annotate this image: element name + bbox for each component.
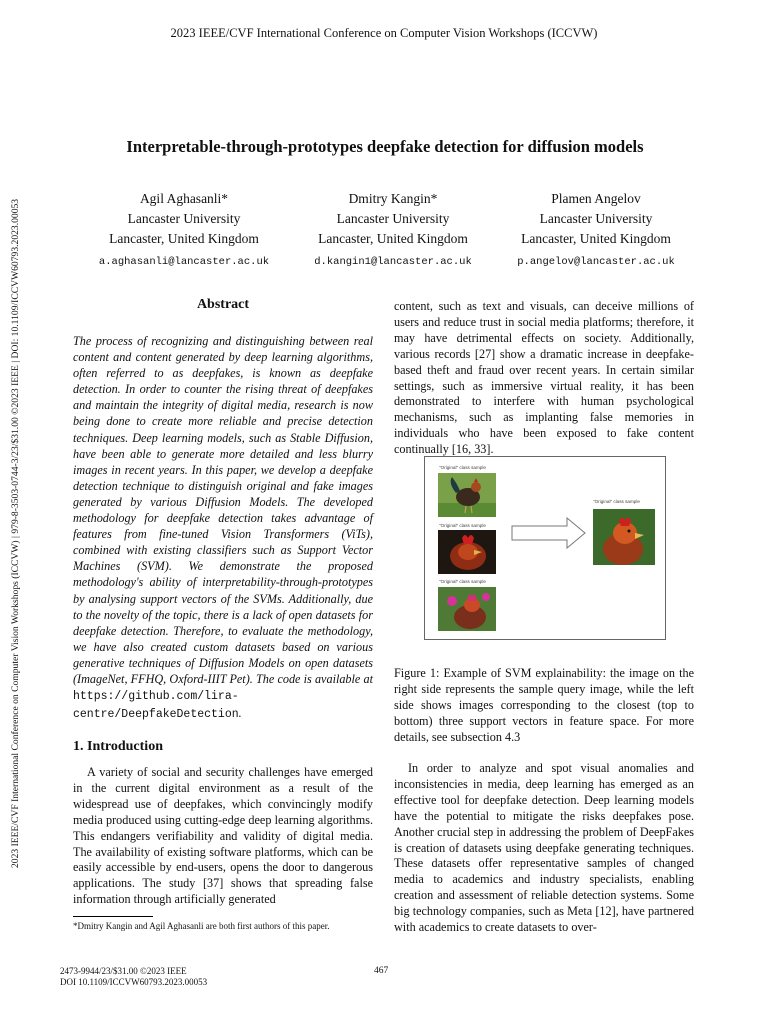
conference-header: 2023 IEEE/CVF International Conference on Computer Vision Workshops (ICCVW) [170,26,598,40]
author-email[interactable]: p.angelov@lancaster.ac.uk [517,256,675,268]
author-email[interactable]: d.kangin1@lancaster.ac.uk [314,256,472,268]
footnote: *Dmitry Kangin and Agil Aghasanli are both first authors of this paper. [73,921,330,931]
abstract-heading: Abstract [196,297,250,312]
side-citation-strip [10,150,28,870]
rooster-image-1 [438,473,496,517]
abstract-text [73,333,373,723]
abstract-end: . [238,706,242,721]
query-sample-label: "Original" class sample [593,499,640,504]
author-affiliation: Lancaster University [539,211,653,226]
figure-1 [424,456,666,640]
author-name: Agil Aghasanli* [139,191,229,206]
footer-issn [60,966,207,987]
sample-label-1: "Original" class sample [439,465,486,470]
sample-label-2: "Original" class sample [439,523,486,528]
side-citation-text: 2023 IEEE/CVF International Conference on Computer Vision Workshops (ICCVW) | 979-8-3503-0744-3/23/$31.00 ©2023 IEEE | DOI: 10.1109/ICCVW60793.2023.00053 [10,198,21,868]
sample-label-3: "Original" class sample [439,579,486,584]
author-email[interactable]: a.aghasanli@lancaster.ac.uk [98,256,270,268]
right-column-paragraph-1: content, such as text and visuals, can deceive millions of users and reduce trust in social media platforms; therefore, it may have detrimental effects on society. Additionally, various records [27] show a dramatic increase in deepfake-based theft and fraud over recent years. In certain similar settings, such as immersive virtual reality, it has been demonstrated to interfere with human psychological mechanisms, such as implanting false memories in individuals who have been exposed to fake content continually [16, 33]. [394,299,694,457]
footer-line-2: DOI 10.1109/ICCVW60793.2023.00053 [60,976,208,987]
author-location: Lancaster, United Kingdom [109,231,259,246]
author-name: Dmitry Kangin* [348,191,438,206]
abstract-body: The process of recognizing and distinguishing between real content and content generated by deep learning algorithms, often referred to as deepfakes, is known as deepfake detection. In order to counter the rising threat of deepfakes and maintain the integrity of digital media, research is now being done to create more reliable and precise detection techniques. Deep learning models, such as Stable Diffusion, have been able to generate more detailed and less blurry images in recent years. In this paper, we develop a deepfake detection technique to distinguish original and fake images generated by various Diffusion Models. The developed methodology for deepfake detection takes advantage of features from fine-tuned Vision Transformers (ViTs), combined with existing classifiers such as Support Vector Machines (SVM). We demonstrate the proposed methodology's ability of interpretability-through-prototypes by analysing support vectors of the SVMs. Additionally, due to the novelty of the topic, there is a lack of open datasets for deepfake detection. Therefore, to evaluate the methodology, we have also created custom datasets based on various generative techniques of Diffusion Models on open datasets (ImageNet, FFHQ, Oxford-IIIT Pet). The code is available at [73,334,373,686]
footer-line-1: 2473-9944/23/$31.00 ©2023 IEEE [60,966,187,976]
page-number: 467 [374,966,389,976]
code-link[interactable]: https://github.com/lira-centre/DeepfakeDetection [73,690,239,722]
query-rooster-image [593,509,655,565]
figure-caption: Figure 1: Example of SVM explainability: the image on the right side represents the sample query image, while the left side shows images corresponding to the closest (top to bottom) three support vectors in feature space. For more details, see subsection 4.3 [394,666,694,744]
author-block-1 [69,189,299,272]
right-arrow-icon [511,517,587,549]
footnote-divider [73,916,153,917]
rooster-image-2 [438,530,496,574]
author-block-2 [278,189,508,272]
author-location: Lancaster, United Kingdom [521,231,671,246]
right-column-paragraph-2: In order to analyze and spot visual anomalies and inconsistencies in media, deep learning has emerged as an effective tool for deepfake detection. Deep learning models have the potential to mitigate the risks deepfakes pose. Another crucial step in addressing the problem of DeepFakes is creation of datasets using deepfake generating techniques. These datasets offer representative samples of changed media to academics and industry specialists, enabling creation and assessment of reliable detection systems. Some big technology companies, such as Meta [12], have partnered with academics to create datasets to over- [394,761,694,935]
introduction-heading: 1. Introduction [73,739,163,754]
rooster-image-3 [438,587,496,631]
author-affiliation: Lancaster University [336,211,450,226]
author-block-3 [481,189,711,272]
paper-title: Interpretable-through-prototypes deepfake detection for diffusion models [126,137,644,156]
intro-paragraph: A variety of social and security challenges have emerged in the current digital environment as a result of the widespread use of deepfakes, which convincingly modify media produced using cutting-edge deep learning algorithms. This endangers verifiability and validity of digital media. The availability of existing software platforms, which can be easily accessible by end-users, opens the door to dangerous applications. The study [37] shows that spreading false information through artificially generated [73,765,373,907]
author-name: Plamen Angelov [551,191,641,206]
author-location: Lancaster, United Kingdom [318,231,468,246]
author-affiliation: Lancaster University [127,211,241,226]
